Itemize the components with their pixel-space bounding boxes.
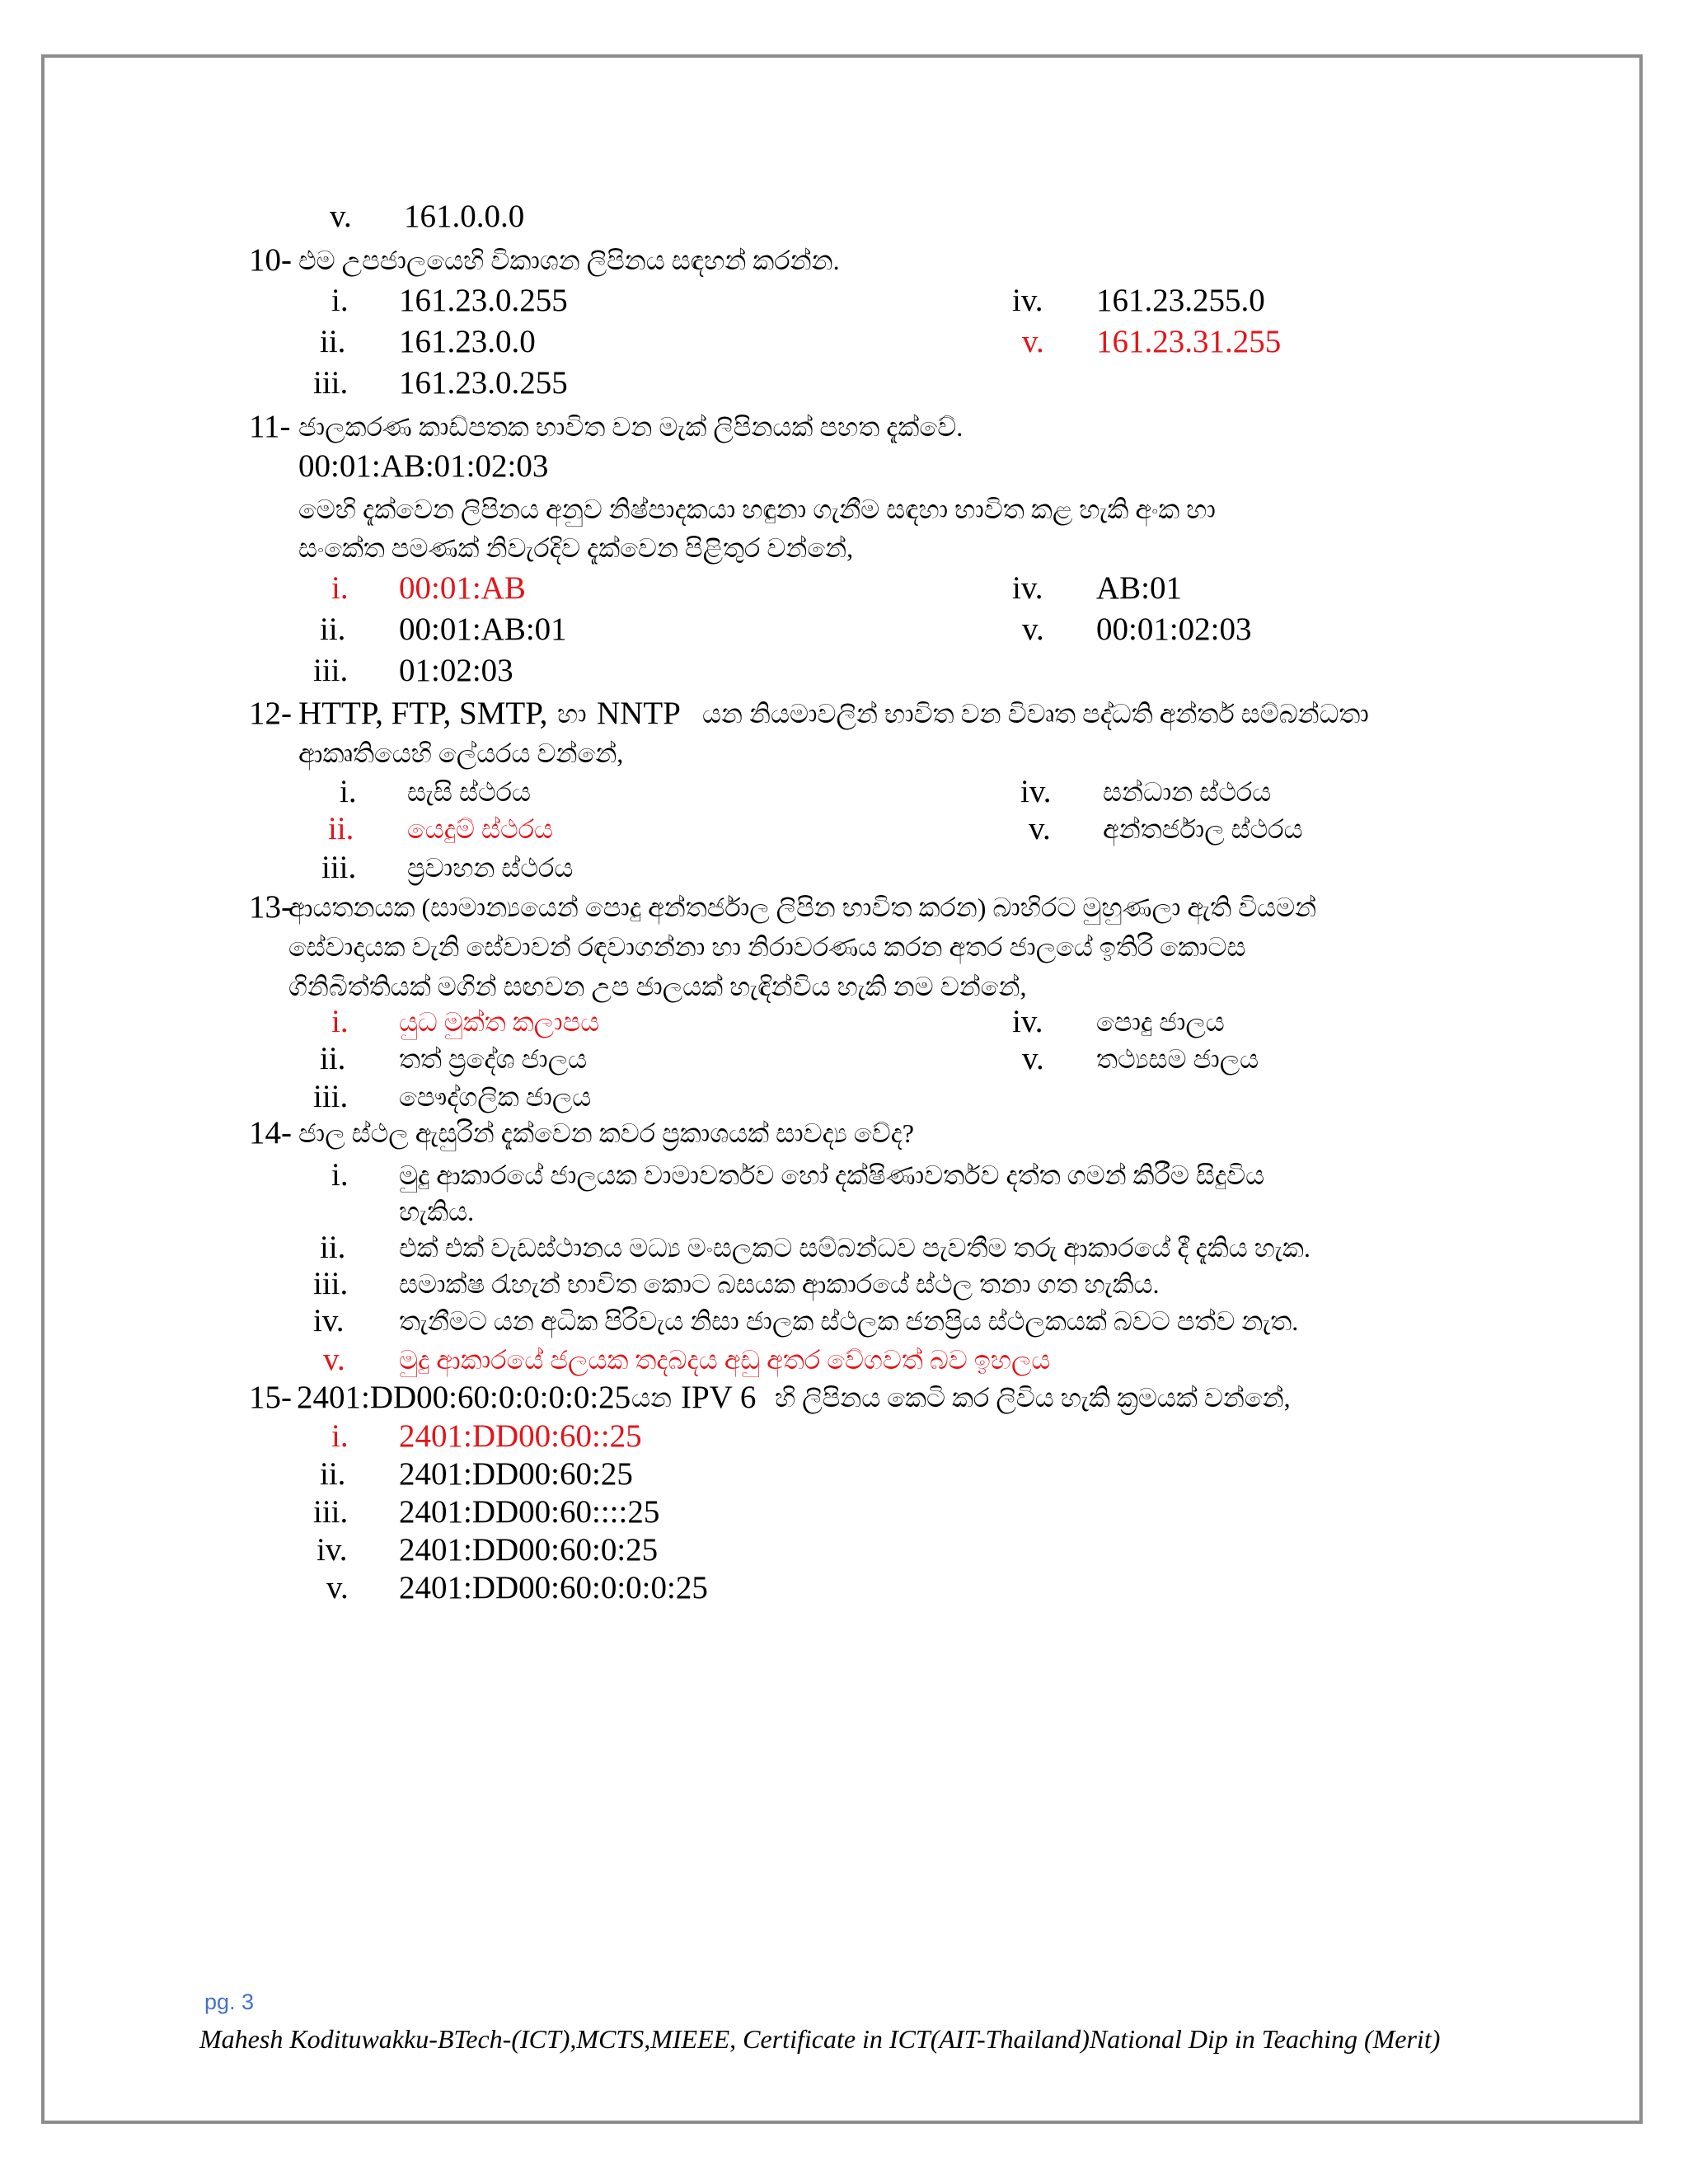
protocol-name: IPV 6 [681, 1380, 757, 1415]
question-stem-line: සේවාදායක වැනි සේවාවන් රඳවාගන්නා හා නිරාවරණය කරන අතර ජාලයේ ඉතිරි කොටස [288, 932, 1246, 962]
protocol-name: NNTP [597, 696, 681, 731]
answer-option-text: 00:01:AB [399, 570, 526, 606]
option-text: පෞද්ගලික ජාලය [399, 1082, 592, 1112]
option-number: iii. [313, 1079, 349, 1114]
option-text-continued: හැකිය. [399, 1197, 475, 1226]
option-number: iii. [313, 1494, 349, 1530]
option-text: තථ්‍යසම ජාලය [1096, 1044, 1259, 1074]
question-stem-line: ගිනිබිත්තියක් මගින් සඟවන උප ජාලයක් හැඳින්විය හැකි නම වන්නේ, [288, 972, 1027, 1001]
question-stem: ආයතනයක (සාමාන්‍යයෙන් පොදු අන්තර්ජාල ලිපින භාවිත කරන) බාහිරට මුහුණලා ඇති වියමන් [288, 893, 1317, 922]
option-text: 00:01:AB:01 [399, 612, 567, 647]
answer-option-number: i. [331, 570, 349, 606]
option-text: 2401:DD00:60:25 [399, 1456, 633, 1492]
option-text: 2401:DD00:60:0:25 [399, 1532, 659, 1568]
question-stem: ජාල ස්ථල ඇසුරින් දැක්වෙන කවර ප්‍රකාශයක් සාවද්‍ය වේද? [298, 1118, 915, 1148]
option-number: ii. [320, 1230, 346, 1265]
option-text: 2401:DD00:60:0:0:0:25 [399, 1570, 708, 1605]
option-number: iv. [316, 1532, 348, 1568]
option-text: 161.23.0.255 [399, 283, 568, 318]
option-number: v. [330, 199, 352, 234]
option-text: AB:01 [1096, 570, 1183, 606]
option-text: මුදු ආකාරයේ ජාලයක වාමාවර්තව හෝ දක්ෂිණාවර්තව දත්ත ගමන් කිරීම සිදුවිය [399, 1160, 1265, 1190]
option-number: iv. [1020, 774, 1052, 809]
option-number: v. [1022, 1041, 1044, 1076]
answer-option-text: 2401:DD00:60::25 [399, 1418, 642, 1454]
question-number: 11- [249, 409, 291, 444]
option-number: iii. [313, 365, 349, 401]
option-text: ප්‍රවාහන ස්ථරය [407, 853, 574, 883]
option-number: iii. [313, 1266, 349, 1301]
option-number: iv. [313, 1303, 345, 1338]
option-number: i. [331, 1157, 349, 1193]
option-number: i. [331, 283, 349, 318]
ipv6-address: 2401:DD00:60:0:0:0:0:25 [297, 1380, 631, 1415]
option-text: තත් ප්‍රදේශ ජාලය [399, 1044, 588, 1074]
author-credit: Mahesh Kodituwakku-BTech-(ICT),MCTS,MIEEE, Certificate in ICT(AIT-Thailand)National Dip in Teaching (Merit) [199, 2024, 1441, 2054]
option-number: iii. [313, 653, 349, 688]
question-stem-word: හා [557, 699, 587, 729]
question-number: 10- [249, 242, 292, 278]
mac-address: 00:01:AB:01:02:03 [298, 448, 549, 484]
question-stem: ජාලකරණ කාඩ්පතක භාවිත වන මැක් ලිපිනයක් පහත දැක්වේ. [298, 412, 964, 442]
option-text: එක් එක් වැඩස්ථානය මධ්‍ය මංසලකට සම්බන්ධව පැවතීම තරු ආකාරයේ දී දැකිය හැක. [399, 1233, 1311, 1263]
answer-option-text: මුදු ආකාරයේ ජලයක තදබදය අඩු අතර වේගවත් බව ඉහලය [399, 1345, 1051, 1375]
question-stem-line: ආකෘතියෙහි ලේයරය වන්නේ, [298, 738, 624, 768]
option-number: v. [1022, 612, 1044, 647]
option-number: iv. [1012, 283, 1043, 318]
answer-option-number: ii. [328, 811, 354, 846]
question-stem-line: සංකේත පමණක් නිවැරදිව දැක්වෙන පිළිතුර වන්නේ, [298, 533, 854, 563]
option-text: 161.23.0.255 [399, 365, 568, 401]
answer-option-number: v. [1022, 324, 1044, 359]
question-number: 13- [249, 889, 292, 925]
answer-option-number: v. [323, 1342, 345, 1377]
question-stem: යන නියමාවලින් භාවිත වන විවෘත පද්ධති අන්තර් සම්බන්ධතා [702, 699, 1369, 729]
option-text: අන්තර්ජාල ස්ථරය [1103, 814, 1303, 844]
answer-option-text: යෙදුම් ස්ථරය [407, 814, 554, 844]
page-number: pg. 3 [204, 1990, 255, 2014]
answer-option-text: 161.23.31.255 [1096, 324, 1282, 359]
option-text: තැනීමට යන අධික පිරිවැය නිසා ජාලක ස්ථලක ජනප්‍රිය ස්ථලකයක් බවට පත්ව නැත. [399, 1306, 1299, 1336]
option-text: 00:01:02:03 [1096, 612, 1252, 647]
option-text: 2401:DD00:60::::25 [399, 1494, 660, 1530]
answer-option-number: i. [331, 1004, 349, 1039]
option-number: v. [1029, 811, 1051, 846]
option-text: 01:02:03 [399, 653, 513, 688]
option-number: i. [340, 774, 357, 809]
option-text: සන්ධාන ස්ථරය [1103, 777, 1272, 807]
question-number: 14- [249, 1115, 292, 1151]
question-number: 12- [249, 696, 292, 731]
option-text: 161.23.255.0 [1096, 283, 1265, 318]
option-number: iii. [321, 850, 357, 885]
question-stem: හි ලිපිනය කෙටි කර ලිවිය හැකි ක්‍රමයක් වන්නේ, [775, 1383, 1291, 1413]
option-number: ii. [320, 324, 346, 359]
option-number: ii. [320, 612, 346, 647]
option-text: සැසි ස්ථරය [407, 777, 531, 807]
option-text: පොදු ජාලය [1096, 1007, 1225, 1037]
answer-option-text: යුධ මුක්ත කලාපය [399, 1007, 600, 1037]
question-number: 15- [249, 1380, 292, 1415]
option-text: 161.0.0.0 [404, 199, 525, 234]
option-number: iv. [1012, 1004, 1043, 1039]
question-stem-line: මෙහි දැක්වෙන ලිපිනය අනුව නිෂ්පාදකයා හඳුනා ගැනීම සඳහා භාවිත කළ හැකි අංක හා [298, 494, 1216, 524]
question-stem-word: යන [631, 1383, 672, 1413]
option-number: v. [326, 1570, 349, 1605]
protocol-list: HTTP, FTP, SMTP, [298, 696, 548, 731]
page-border [41, 54, 1643, 2124]
option-text: 161.23.0.0 [399, 324, 536, 359]
option-number: ii. [320, 1456, 346, 1492]
option-number: iv. [1012, 570, 1043, 606]
option-number: ii. [320, 1041, 346, 1076]
option-text: සමාක්ෂ රැහැන් භාවිත කොට බසයක ආකාරයේ ස්ථල තනා ගත හැකිය. [399, 1269, 1160, 1299]
answer-option-number: i. [331, 1418, 349, 1454]
question-stem: එම උපජාලයෙහි විකාශන ලිපිනය සඳහන් කරන්න. [298, 246, 840, 275]
